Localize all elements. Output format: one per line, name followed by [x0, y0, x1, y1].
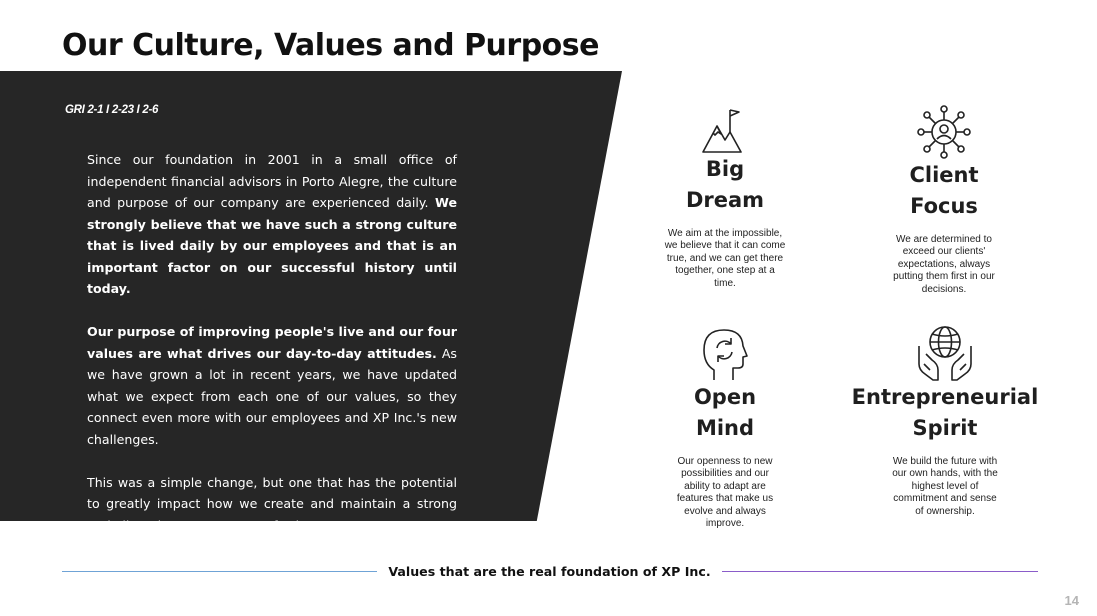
footer-divider-left [62, 571, 377, 572]
footer-caption: Values that are the real foundation of XP Inc. [388, 564, 711, 579]
value-description: We aim at the impossible, we believe that it can come true, and we can get there together, one step at a time. [664, 228, 786, 289]
value-title: Entrepreneurial Spirit [851, 385, 1039, 440]
value-open-mind [650, 326, 800, 530]
value-description: We are determined to exceed our clients' expectations, always putting them first in our decisions. [893, 234, 995, 295]
value-client-focus [869, 104, 1019, 296]
value-title: Client Focus [909, 163, 979, 218]
value-big-dream [650, 106, 800, 290]
value-title: Big Dream [685, 157, 765, 212]
intro-paragraph-3: This was a simple change, but one that has the potential to greatly impact how we create and maintain a strong and aligned team to go even further. [87, 474, 457, 533]
intro-text [87, 149, 457, 558]
client-network-icon [916, 104, 972, 160]
hands-globe-icon [916, 324, 974, 382]
page-number: 14 [1064, 593, 1079, 608]
value-title: Open Mind [693, 385, 757, 440]
value-description: Our openness to new possibilities and our ability to adapt are features that make us evolve and always improve. [676, 456, 774, 530]
value-entrepreneurial-spirit [845, 324, 1045, 518]
mountain-flag-icon [701, 106, 749, 154]
intro-paragraph-1: Since our foundation in 2001 in a small office of independent financial advisors in Porto Alegre, the culture and purpose of our company are experienced daily. We strongly believe that we have such a strong culture that is lived daily by our employees and that is an important factor on our successful history until today. [87, 152, 457, 296]
value-description: We build the future with our own hands, with the highest level of commitment and sense of ownership. [892, 456, 998, 517]
intro-paragraph-2: Our purpose of improving people's live and our four values are what drives our day-to-day attitudes. As we have grown a lot in recent years, we have updated what we expect from each one of our values, so they connect even more with our employees and XP Inc.'s new challenges. [87, 324, 457, 447]
page-title: Our Culture, Values and Purpose [62, 28, 599, 63]
head-cycle-icon [700, 326, 750, 382]
footer-divider-right [722, 571, 1038, 572]
gri-reference: GRI 2-1 I 2-23 I 2-6 [65, 104, 159, 116]
